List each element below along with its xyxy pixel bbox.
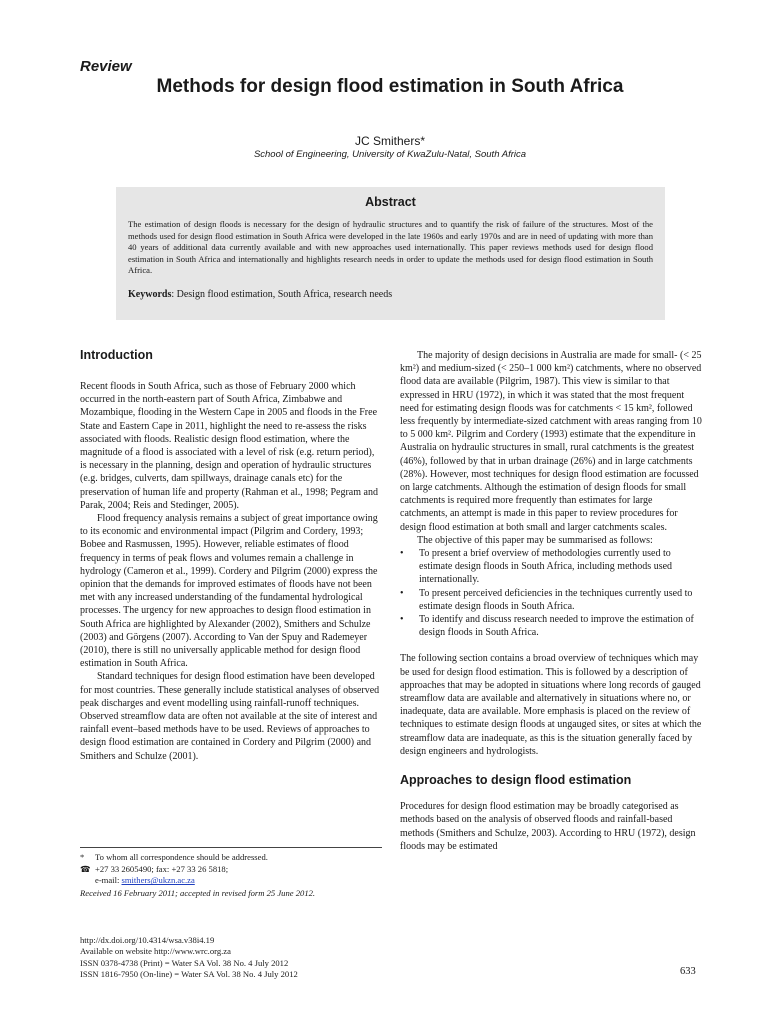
footnotes xyxy=(80,852,390,899)
review-label: Review xyxy=(80,58,132,75)
page-number: 633 xyxy=(680,966,696,977)
footnote-email xyxy=(80,875,390,887)
paragraph: The following section contains a broad overview of techniques which may be used for design flood estimation. This is followed by a description of approaches that may be adopted in situations where long records of gauged streamflow data are available and alternatively in situations where no, or inadequate, data are available. More emphasis is placed on the review of techniques to estimate design floods at ungauged sites, or sites at which the streamflow data are inadequate, as this is the situation generally faced by design engineers and hydrologists. xyxy=(400,653,702,757)
email-label: e-mail: xyxy=(95,875,120,886)
paragraph: The objective of this paper may be summarised as follows: xyxy=(417,534,653,546)
left-column xyxy=(80,348,382,763)
keywords xyxy=(128,289,653,300)
right-column xyxy=(400,349,702,853)
website-text: Available on website http://www.wrc.org.za xyxy=(80,946,231,957)
keywords-text: : Design flood estimation, South Africa, research needs xyxy=(171,288,393,300)
abstract-heading: Abstract xyxy=(365,195,416,209)
phone-text: +27 33 2605490; fax: +27 33 26 5818; xyxy=(95,863,229,874)
issn-print: ISSN 0378-4738 (Print) = Water SA Vol. 38 No. 4 July 2012 xyxy=(80,957,289,968)
abstract-text: The estimation of design floods is necessary for the design of hydraulic structures and to quantify the risk of failure of the structures. Most of the methods used for design flood estimation in South Africa were developed in the late 1960s and early 1970s and are in need of updating with more than 40 years of additional data currently available and with new approaches used internationally. This paper reviews methods used for design flood estimation in South Africa and internationally and highlights research needs in order to update the methods used for design flood estimation in South Africa. xyxy=(128,219,653,276)
paragraph: Recent floods in South Africa, such as those of February 2000 which occurred in the north-eastern part of South Africa, Zimbabwe and Mozambique, flooding in the Western Cape in 2005 and floods in the Free State and Eastern Cape in 2011, highlight the need to re-assess the risks associated with floods. Realistic design flood estimation, where the magnitude of a flood is associated with a level of risk (e.g. return period), is necessary in the planning, design and operation of hydraulic structures (e.g. bridges, culverts, dam spillways, drainage canals etc) for the preservation of human life and property (Rahman et al., 1998; Pegram and Parak, 2004; Reis and Stedinger, 2005). xyxy=(80,381,378,511)
list-item: • To present a brief overview of methodologies currently used to estimate design floods in South Africa, including methods used internationally. xyxy=(400,547,702,587)
abstract-box xyxy=(116,187,665,320)
asterisk-mark: * xyxy=(80,852,85,862)
footnote-text: To whom all correspondence should be addressed. xyxy=(95,852,268,862)
list-item: • To identify and discuss research needed to improve the estimation of design floods in South Africa. xyxy=(400,613,702,639)
keywords-label: Keywords xyxy=(128,288,172,300)
issn-online: ISSN 1816-7950 (On-line) = Water SA Vol. 38 No. 4 July 2012 xyxy=(80,968,298,979)
paragraph: The majority of design decisions in Australia are made for small- (< 25 km²) and medium-sized (< 250–1 000 km²) catchments, where no observed flood data are available (Pilgrim, 1987). This view is similar to that expressed in HRU (1972), in which it was stated that the most frequent need for estimating design floods was for catchments < 15 km², followed less frequently by intermediate-sized catchment with areas ranging from 10 to 5 000 km². Pilgrim and Cordery (1993) estimate that the expenditure in Australia on hydraulic structures in small, rural catchments is the greatest (46%), followed by that in urban drainage (26%) and in large catchments (28%). However, most techniques for design flood estimation are focussed on large catchments. Although the estimation of design floods for small catchments is required more frequently than estimates for large catchments, an attempt is made in this paper to review procedures for design flood estimation at both small and larger catchments scales. xyxy=(400,350,702,533)
section-heading-approaches: Approaches to design flood estimation xyxy=(400,773,632,788)
doi-link[interactable]: http://dx.doi.org/10.4314/wsa.v38i4.19 xyxy=(80,935,215,945)
footnote-phone xyxy=(80,864,390,876)
author-name: JC Smithers* xyxy=(354,134,425,148)
section-heading-introduction: Introduction xyxy=(80,348,153,362)
page-title: Methods for design flood estimation in South Africa xyxy=(156,76,624,97)
objectives-list xyxy=(400,547,702,639)
paragraph: Flood frequency analysis remains a subject of great importance owing to its economic and environmental impact (Pilgrim and Cordery, 1993; Bobee and Rasmussen, 1995). However, reliable estimates of flood frequency in terms of peak flows and volumes remain a challenge in hydrology (Cameron et al., 1999). Cordery and Pilgrim (2000) express the opinion that the demands for improved estimates of floods have not been met with any increased understanding of the fundamental hydrological processes. The urgency for new approaches to design flood estimation in South Africa are highlighted by Alexander (2002), Smithers and Schulze (2003) and Görgens (2007). According to Van der Spuy and Rademeyer (2010), there is still no universally applicable method for design flood estimation in South Africa. xyxy=(80,513,378,670)
received-date: Received 16 February 2011; accepted in revised form 25 June 2012. xyxy=(80,887,316,898)
telephone-icon: ☎ xyxy=(80,863,91,874)
list-item: • To present perceived deficiencies in the techniques currently used to estimate design floods in South Africa. xyxy=(400,587,702,613)
email-link[interactable]: smithers@ukzn.ac.za xyxy=(121,875,195,886)
footnote-correspondence xyxy=(80,852,390,864)
footnote-divider xyxy=(80,847,382,848)
paragraph: Standard techniques for design flood estimation have been developed for most countries. These generally include statistical analyses of observed peak discharges and event modelling using rainfall-runoff techniques. Observed streamflow data are often not available at the site of interest and rainfall event–based methods have to be used. Reviews of approaches to design flood estimation are contained in Cordery and Pilgrim (2000) and Smithers and Schulze (2001). xyxy=(80,671,380,762)
author-affiliation: School of Engineering, University of KwaZulu-Natal, South Africa xyxy=(253,149,527,160)
paragraph: Procedures for design flood estimation may be broadly categorised as methods based on the analysis of observed floods and rainfall-based methods (Smithers and Schulze, 2003). According to HRU (1972), design floods may be estimated xyxy=(400,801,696,852)
publication-info xyxy=(80,935,298,980)
